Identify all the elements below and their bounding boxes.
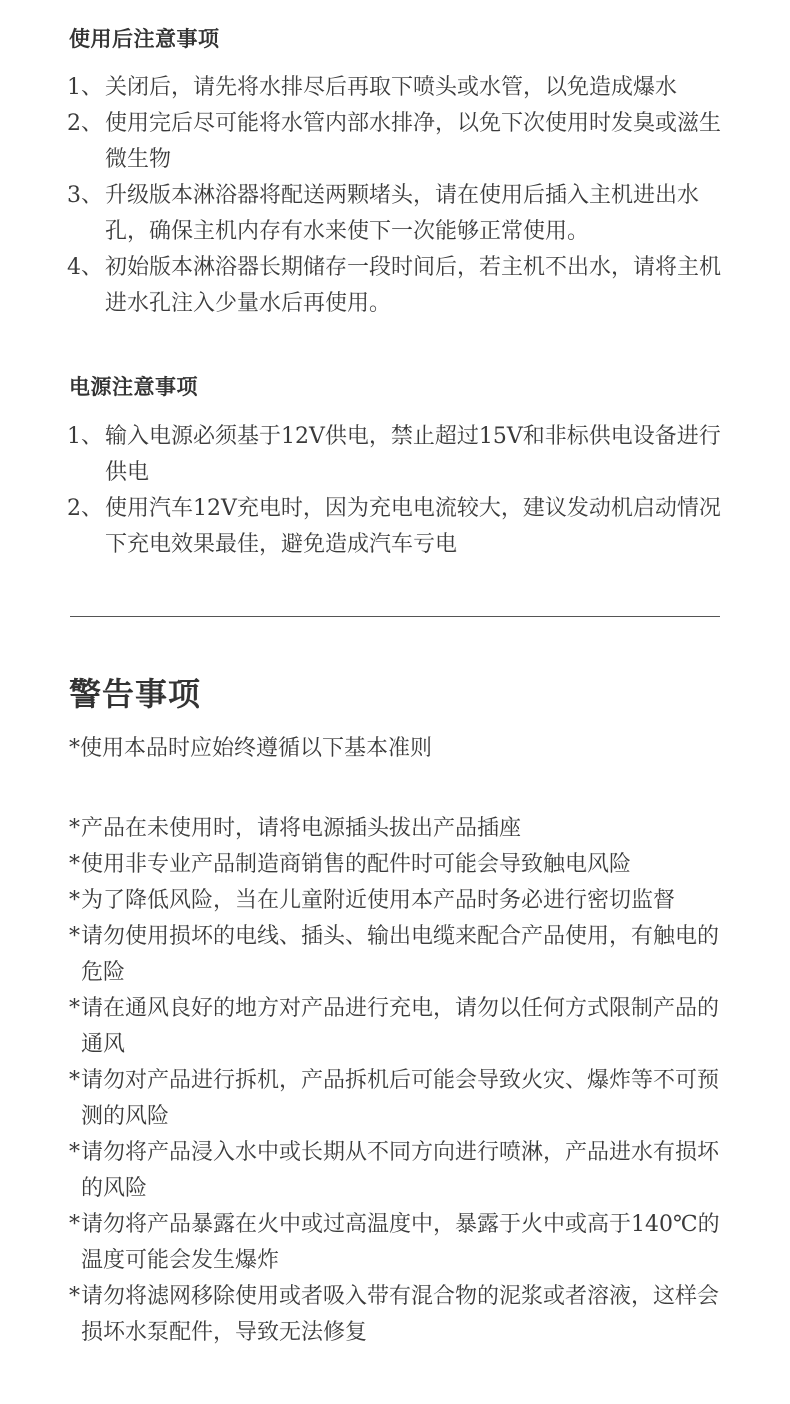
item-text: 输入电源必须基于12V供电，禁止超过15V和非标供电设备进行供电	[105, 424, 721, 485]
bullet-star: *	[69, 1068, 80, 1093]
section-divider	[70, 616, 720, 617]
usage-section-title: 使用后注意事项	[69, 26, 220, 51]
item-number: 3、	[67, 183, 103, 208]
list-item	[67, 250, 727, 322]
power-list	[67, 419, 727, 563]
item-text: 升级版本淋浴器将配送两颗堵头，请在使用后插入主机进出水孔，确保主机内存有水来使下一次能够正常使用。	[105, 183, 700, 244]
warning-lead-text: *使用本品时应始终遵循以下基本准则	[69, 736, 433, 761]
item-number: 1、	[67, 424, 103, 449]
item-number: 2、	[67, 111, 103, 136]
item-number: 2、	[67, 496, 103, 521]
warning-list	[69, 811, 731, 1351]
item-text: 使用完后尽可能将水管内部水排净，以免下次使用时发臭或滋生微生物	[105, 111, 722, 172]
list-item	[69, 811, 731, 847]
list-item	[67, 70, 727, 106]
list-item	[67, 491, 727, 563]
list-item	[69, 1279, 731, 1351]
list-item	[69, 1135, 731, 1207]
item-number: 1、	[67, 75, 103, 100]
item-text: 请勿使用损坏的电线、插头、输出电缆来配合产品使用，有触电的危险	[81, 924, 720, 985]
list-item	[69, 1207, 731, 1279]
item-text: 请勿对产品进行拆机，产品拆机后可能会导致火灾、爆炸等不可预测的风险	[81, 1068, 720, 1129]
warning-section-title: 警告事项	[69, 675, 202, 713]
bullet-star: *	[69, 888, 80, 913]
item-number: 4、	[67, 255, 103, 280]
item-text: 请勿将产品浸入水中或长期从不同方向进行喷淋，产品进水有损坏的风险	[81, 1140, 720, 1201]
bullet-star: *	[69, 924, 80, 949]
list-item	[69, 1063, 731, 1135]
item-text: 使用汽车12V充电时，因为充电电流较大，建议发动机启动情况下充电效果最佳，避免造成汽车亏电	[105, 496, 721, 557]
power-section-title: 电源注意事项	[69, 374, 198, 399]
bullet-star: *	[69, 1284, 80, 1309]
item-text: 请在通风良好的地方对产品进行充电，请勿以任何方式限制产品的通风	[81, 996, 720, 1057]
item-text: 产品在未使用时，请将电源插头拔出产品插座	[81, 816, 522, 841]
list-item	[67, 106, 727, 178]
bullet-star: *	[69, 1140, 80, 1165]
bullet-star: *	[69, 816, 80, 841]
item-text: 使用非专业产品制造商销售的配件时可能会导致触电风险	[81, 852, 632, 877]
list-item	[69, 883, 731, 919]
list-item	[69, 847, 731, 883]
item-text: 关闭后，请先将水排尽后再取下喷头或水管，以免造成爆水	[105, 75, 678, 100]
item-text: 请勿将滤网移除使用或者吸入带有混合物的泥浆或者溶液，这样会损坏水泵配件，导致无法修复	[81, 1284, 720, 1345]
list-item	[69, 991, 731, 1063]
item-text: 请勿将产品暴露在火中或过高温度中，暴露于火中或高于140℃的温度可能会发生爆炸	[81, 1212, 720, 1273]
list-item	[67, 178, 727, 250]
list-item	[67, 419, 727, 491]
bullet-star: *	[69, 996, 80, 1021]
bullet-star: *	[69, 1212, 80, 1237]
item-text: 为了降低风险，当在儿童附近使用本产品时务必进行密切监督	[81, 888, 676, 913]
bullet-star: *	[69, 852, 80, 877]
item-text: 初始版本淋浴器长期储存一段时间后，若主机不出水，请将主机进水孔注入少量水后再使用。	[105, 255, 722, 316]
list-item	[69, 919, 731, 991]
usage-list	[67, 70, 727, 322]
